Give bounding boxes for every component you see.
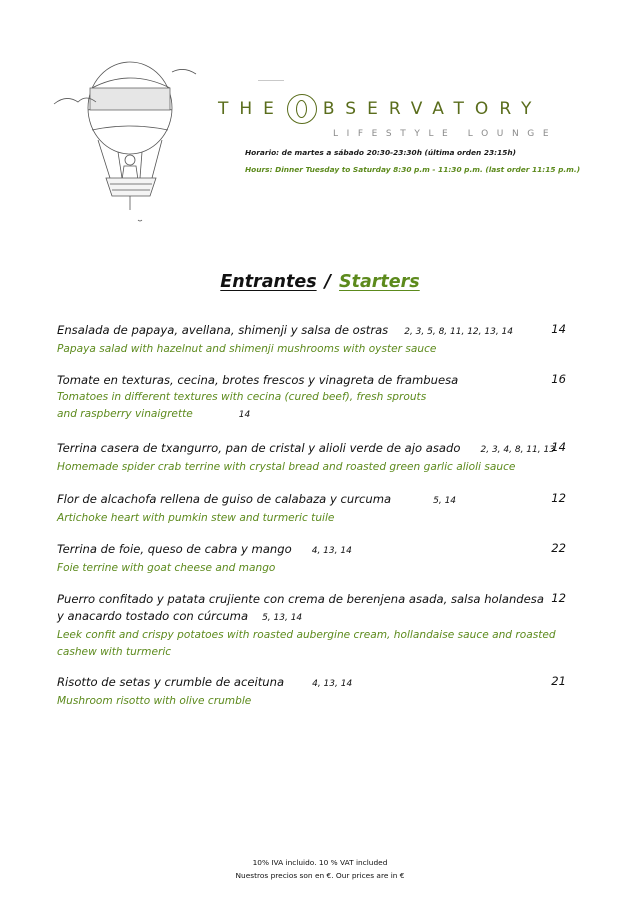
dish-allergens: 5, 14: [433, 496, 457, 506]
hours-english: Hours: Dinner Tuesday to Saturday 8:30 p.m - 11:30 p.m. (last order 11:15 p.m.): [245, 165, 581, 174]
section-title-es: Entrantes: [220, 272, 317, 292]
menu-item: [57, 322, 587, 358]
brand-wordmark: [218, 92, 558, 126]
dish-name-es-line1: Puerro confitado y patata crujiente con crema de berenjena asada, salsa holandesa: [57, 592, 544, 606]
menu-item: [57, 591, 587, 661]
dish-allergens: 2, 3, 4, 8, 11, 13: [480, 445, 555, 455]
dish-price: 14: [551, 440, 566, 454]
section-title-en: Starters: [339, 272, 420, 292]
dish-name-en: Papaya salad with hazelnut and shimenji mushrooms with oyster sauce: [57, 343, 437, 355]
dish-price: 12: [551, 491, 566, 505]
dish-allergens: 4, 13, 14: [312, 679, 353, 689]
dish-price: 16: [551, 372, 566, 386]
dish-price: 21: [551, 674, 566, 688]
dish-name-es: Ensalada de papaya, avellana, shimenji y salsa de ostras: [57, 323, 389, 337]
dish-name-es-line2: y anacardo tostado con cúrcuma: [57, 609, 249, 623]
dish-name-en: Foie terrine with goat cheese and mango: [57, 562, 276, 574]
hot-air-balloon-illustration: [52, 58, 198, 228]
dish-allergens: 4, 13, 14: [311, 546, 352, 556]
dish-name-en-line2: and raspberry vinaigrette: [57, 408, 193, 420]
menu-item: [57, 372, 587, 424]
dish-name-es: Risotto de setas y crumble de aceituna: [57, 675, 285, 689]
dish-name-en-line2: cashew with turmeric: [57, 646, 172, 658]
dish-name-es: Tomate en texturas, cecina, brotes frescos y vinagreta de frambuesa: [57, 373, 459, 387]
brand-subtitle: LIFESTYLE LOUNGE: [333, 129, 558, 139]
brand-name-end: BSERVATORY: [322, 99, 543, 119]
dish-name-es: Terrina de foie, queso de cabra y mango: [57, 542, 292, 556]
menu-item: [57, 541, 587, 577]
dish-name-es: Terrina casera de txangurro, pan de cristal y alioli verde de ajo asado: [57, 441, 461, 455]
dish-allergens: 14: [238, 410, 251, 420]
dish-name-es: Flor de alcachofa rellena de guiso de calabaza y curcuma: [57, 492, 392, 506]
dish-price: 22: [551, 541, 566, 555]
dish-allergens: 2, 3, 5, 8, 11, 12, 13, 14: [404, 327, 513, 337]
dish-name-en: Homemade spider crab terrine with crystal bread and roasted green garlic alioli sauce: [57, 461, 516, 473]
dish-name-en: Artichoke heart with pumkin stew and turmeric tuile: [57, 512, 335, 524]
section-title-separator: /: [324, 272, 332, 292]
brand-o-ring-icon: [287, 94, 317, 124]
dish-name-en-line1: Tomatoes in different textures with cecina (cured beef), fresh sprouts: [57, 391, 427, 403]
dish-name-en-line1: Leek confit and crispy potatoes with roasted aubergine cream, hollandaise sauce and roasted: [57, 629, 556, 641]
dish-price: 14: [551, 322, 566, 336]
section-title: [0, 272, 640, 292]
dish-allergens: 5, 13, 14: [262, 613, 303, 623]
dish-name-en: Mushroom risotto with olive crumble: [57, 695, 252, 707]
dish-price: 12: [551, 591, 566, 605]
menu-item: [57, 491, 587, 527]
menu-item: [57, 674, 587, 710]
brand-name-start: THE: [218, 99, 285, 119]
brand-decorative-line: [258, 80, 284, 81]
footer-currency-note: Nuestros precios son en €. Our prices are in €: [235, 871, 405, 880]
hours-spanish: Horario: de martes a sábado 20:30-23:30h (última orden 23:15h): [245, 148, 517, 157]
footer-vat-note: 10% IVA incluido. 10 % VAT included: [252, 858, 388, 867]
menu-item: [57, 440, 587, 476]
